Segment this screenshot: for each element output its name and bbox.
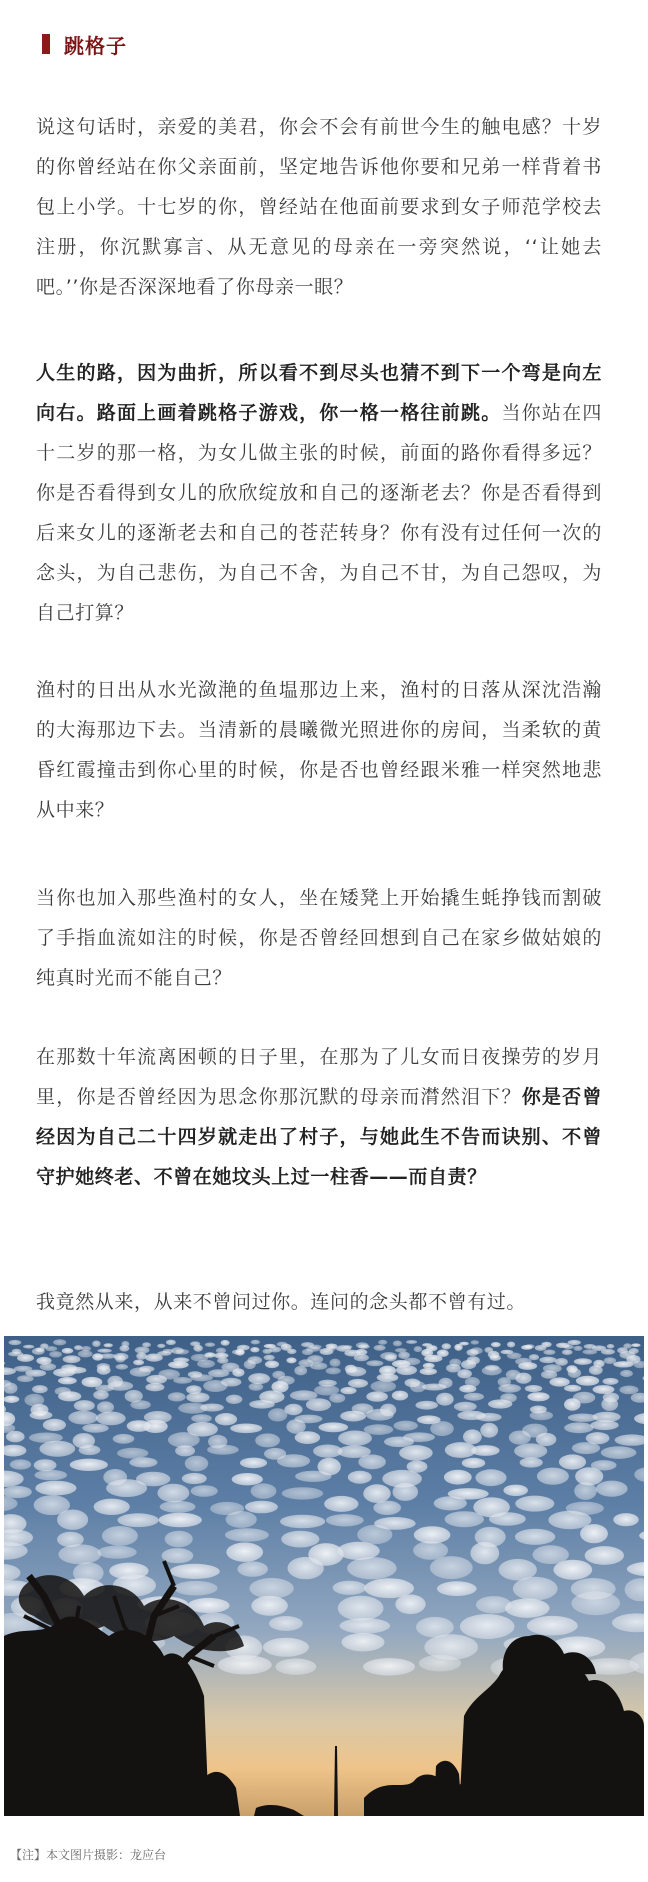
paragraph-2-bold: 人生的路，因为曲折，所以看不到尽头也猜不到下一个弯是向左向右。路面上画着跳格子游戏，你一格一格往前跳。 <box>36 362 602 424</box>
section-header <box>42 30 127 58</box>
paragraph-4-text: 当你也加入那些渔村的女人，坐在矮凳上开始撬生蚝挣钱而割破了手指血流如注的时候，你是否曾经回想到自己在家乡做姑娘的纯真时光而不能自己？ <box>36 887 602 989</box>
paragraph-6 <box>36 1282 602 1322</box>
paragraph-1-text: 说这句话时，亲爱的美君，你会不会有前世今生的触电感？十岁的你曾经站在你父亲面前，坚定地告诉他你要和兄弟一样背着书包上小学。十七岁的你，曾经站在他面前要求到女子师范学校去注册，你沉默寡言、从无意见的母亲在一旁突然说，‘‘让她去吧。’’你是否深深地看了你母亲一眼？ <box>36 116 602 298</box>
section-marker-bar <box>42 34 50 54</box>
paragraph-2-text: 当你站在四十二岁的那一格，为女儿做主张的时候，前面的路你看得多远？你是否看得到女儿的欣欣绽放和自己的逐渐老去？你是否看得到后来女儿的逐渐老去和自己的苍茫转身？你有没有过任何一次的念头，为自己悲伤，为自己不舍，为自己不甘，为自己怨叹，为自己打算？ <box>36 402 602 624</box>
paragraph-2 <box>36 353 602 633</box>
paragraph-3-text: 渔村的日出从水光潋滟的鱼塭那边上来，渔村的日落从深沈浩瀚的大海那边下去。当清新的晨曦微光照进你的房间，当柔软的黄昏红霞撞击到你心里的时候，你是否也曾经跟米雅一样突然地悲从中来？ <box>36 679 602 821</box>
paragraph-3 <box>36 670 602 830</box>
paragraph-5 <box>36 1037 602 1197</box>
photo-caption: 【注】本文图片摄影：龙应台 <box>10 1848 167 1862</box>
section-title: 跳格子 <box>64 33 127 58</box>
paragraph-5-text: 在那数十年流离困顿的日子里，在那为了儿女而日夜操劳的岁月里，你是否曾经因为思念你那沉默的母亲而潸然泪下？ <box>36 1046 602 1108</box>
sky-photo <box>4 1336 644 1816</box>
paragraph-5-bold: 你是否曾经因为自己二十四岁就走出了村子，与她此生不告而诀别、不曾守护她终老、不曾在她坟头上过一柱香——而自责？ <box>36 1086 602 1188</box>
paragraph-1 <box>36 107 602 307</box>
paragraph-4 <box>36 878 602 998</box>
paragraph-6-text: 我竟然从来，从来不曾问过你。连问的念头都不曾有过。 <box>36 1291 527 1313</box>
